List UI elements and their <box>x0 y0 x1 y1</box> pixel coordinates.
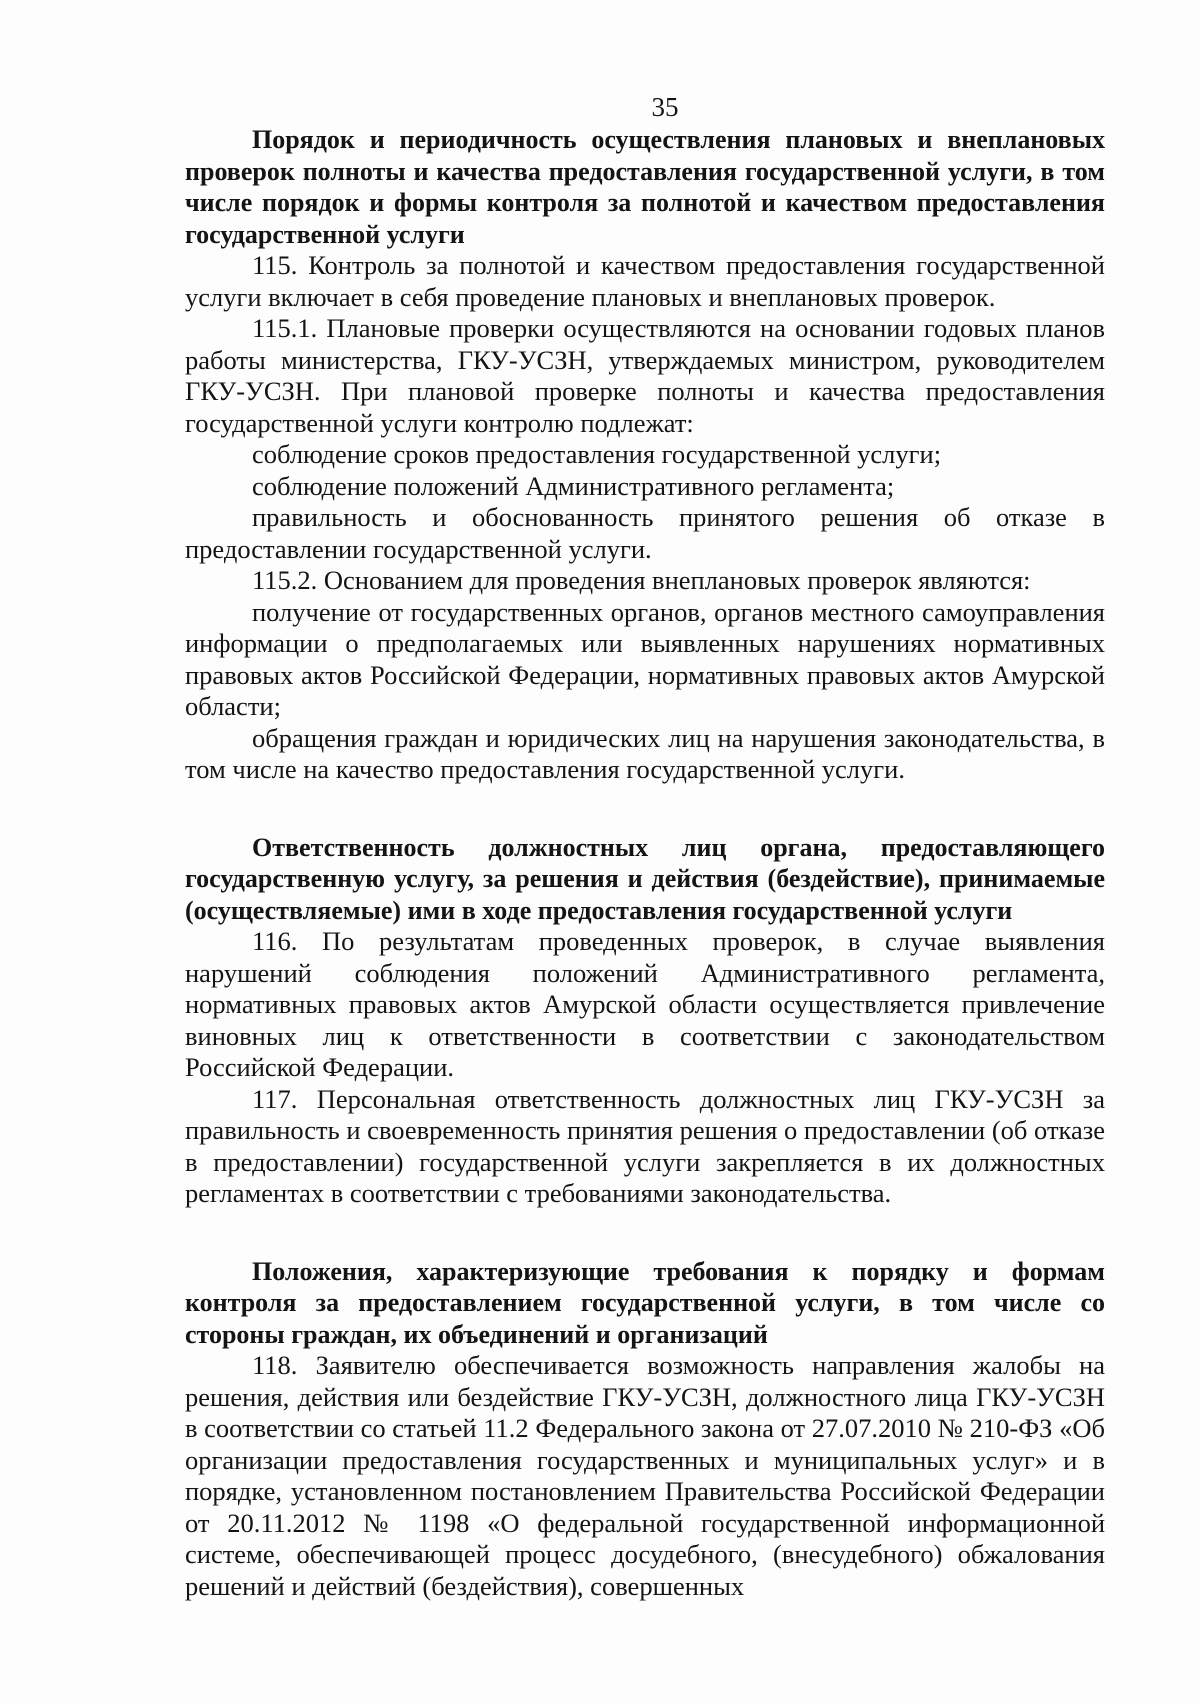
paragraph: 118. Заявителю обеспечивается возможность направления жалобы на решения, действия или бездействие ГКУ-УСЗН, должностного лица ГКУ-УСЗН в соответствии со статьей 11.2 Федерального закона от 27.07.2010 № 210-ФЗ «Об организации предоставления государственных и муниципальных услуг» и в порядке, установленном постановлением Правительства Российской Федерации от 20.11.2012 № 1198 «О федеральной государственной информационной системе, обеспечивающей процесс досудебного, (внесудебного) обжалования решений и действий (бездействия), совершенных <box>185 1350 1105 1601</box>
paragraph: обращения граждан и юридических лиц на нарушения законодательства, в том числе на качество предоставления государственной услуги. <box>185 722 1105 784</box>
paragraph: 117. Персональная ответственность должностных лиц ГКУ-УСЗН за правильность и своевременность принятия решения о предоставлении (об отказе в предоставлении) государственной услуги закрепляется в их должностных регламентах в соответствии с требованиями законодательства. <box>185 1083 1105 1208</box>
section-heading: Порядок и периодичность осуществления плановых и внеплановых проверок полноты и качества предоставления государственной услуги, в том числе порядок и формы контроля за полнотой и качеством предоставления государственной услуги <box>185 125 1105 249</box>
page-content <box>185 90 1105 1602</box>
page-number: 35 <box>651 92 679 122</box>
section-spacer <box>185 786 1105 832</box>
paragraph: соблюдение положений Административного регламента; <box>252 470 895 501</box>
paragraph: соблюдение сроков предоставления государственной услуги; <box>252 439 942 469</box>
paragraph: получение от государственных органов, органов местного самоуправления информации о предполагаемых или выявленных нарушениях нормативных правовых актов Российской Федерации, нормативных правовых актов Амурской области; <box>185 596 1105 721</box>
section-heading: Ответственность должностных лиц органа, предоставляющего государственную услугу, за решения и действия (бездействие), принимаемые (осуществляемые) ими в ходе предоставления государственной услуги <box>185 832 1105 925</box>
section-heading: Положения, характеризующие требования к порядку и формам контроля за предоставлением государственной услуги, в том числе со стороны граждан, их объединений и организаций <box>185 1256 1105 1349</box>
paragraph: 115.2. Основанием для проведения внеплановых проверок являются: <box>252 565 1031 595</box>
paragraph: правильность и обоснованность принятого решения об отказе в предоставлении государственной услуги. <box>185 502 1105 564</box>
paragraph: 115.1. Плановые проверки осуществляются на основании годовых планов работы министерства, ГКУ-УСЗН, утверждаемых министром, руководителем ГКУ-УСЗН. При плановой проверке полноты и качества предоставления государственной услуги контролю подлежат: <box>185 313 1105 438</box>
paragraph: 115. Контроль за полнотой и качеством предоставления государственной услуги включает в себя проведение плановых и внеплановых проверок. <box>185 250 1105 312</box>
paragraph: 116. По результатам проведенных проверок, в случае выявления нарушений соблюдения положений Административного регламента, нормативных правовых актов Амурской области осуществляется привлечение виновных лиц к ответственности в соответствии с законодательством Российской Федерации. <box>185 926 1105 1082</box>
section-spacer <box>185 1210 1105 1256</box>
